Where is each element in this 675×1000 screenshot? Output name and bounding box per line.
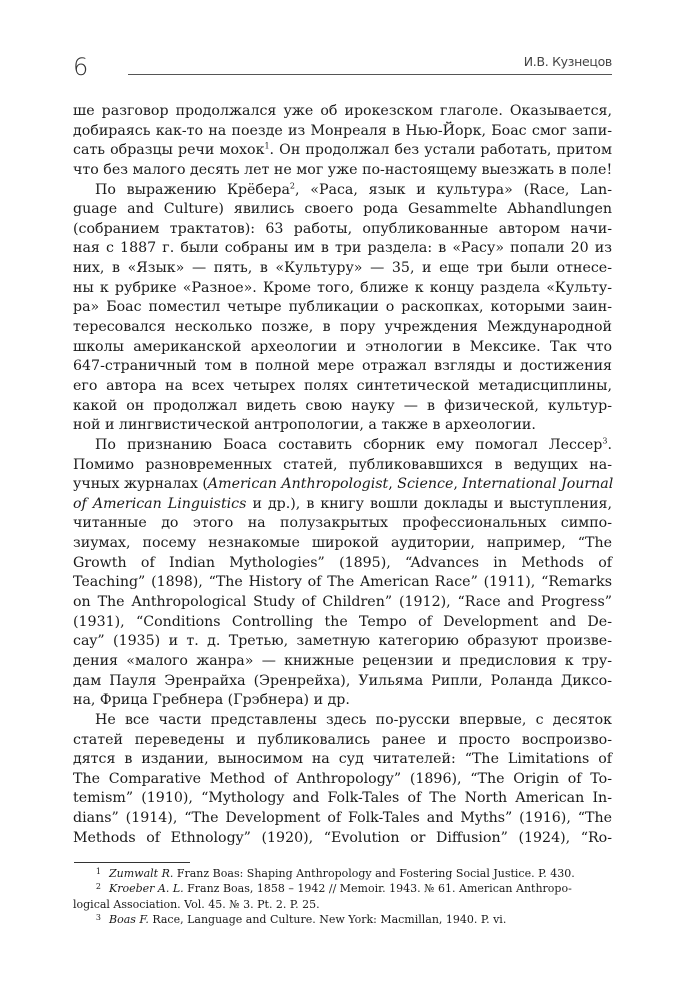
line-text: на, Фрица Гребнера (Грэбнера) и др.	[73, 692, 350, 709]
footnotes	[73, 866, 612, 927]
line-text: учных журналах (	[73, 476, 208, 493]
line-text: Teaching” (1898), “The History of The American Race” (1911), “Remarks	[73, 574, 612, 591]
line-text: 647-страничный том в полной мере отражал взгляды и достижения	[73, 358, 612, 375]
line-text: читанные до этого на полузакрытых профессиональных симпо-	[73, 515, 612, 532]
text-line	[73, 397, 612, 417]
line-text: ная с 1887 г. были собраны им в три раздела: в «Расу» попали 20 из	[73, 240, 612, 257]
line-text: дятся в издании, выносимом на суд читателей: “The Limitations of	[73, 751, 612, 768]
journal-title: American Anthropologist	[207, 476, 389, 493]
line-text: ра» Боас поместил четыре публикации о раскопках, которыми заин-	[73, 299, 612, 316]
text-line	[73, 691, 612, 711]
text-line	[73, 652, 612, 672]
line-text: cay” (1935) и т. д. Третью, заметную категорию образуют произве-	[73, 633, 612, 650]
journal-title: of American Linguistics	[73, 495, 247, 512]
line-text: школы американской археологии и этнологии в Мексике. Так что	[73, 338, 612, 355]
footnote-text: Race, Language and Culture. New York: Macmillan, 1940. P. vi.	[148, 912, 507, 926]
text-line	[73, 731, 612, 751]
text-line	[73, 672, 612, 692]
footnote-text: Franz Boas, 1858 – 1942 // Memoir. 1943. № 61. American Anthropo-	[183, 882, 572, 896]
line-text: .	[607, 436, 612, 453]
text-line	[73, 239, 612, 259]
body-text	[73, 102, 612, 848]
line-text: . Он продолжал без устали работать, притом	[269, 142, 612, 159]
text-line	[73, 416, 612, 436]
text-line	[73, 534, 612, 554]
line-text: какой он продолжал видеть свою науку — в физической, культур-	[73, 397, 612, 414]
line-text: них, в «Язык» — пять, в «Культуру» — 35, и еще три были отнесе-	[73, 260, 612, 277]
line-text: и др.), в книгу вошли доклады и выступления,	[246, 495, 612, 512]
line-text: Growth of Indian Mythologies” (1895), “Advances in Methods of	[73, 554, 612, 571]
line-text: ,	[453, 476, 463, 493]
line-text: Не все части представлены здесь по-русски впервые, с десяток	[95, 711, 612, 728]
text-line	[73, 259, 612, 279]
text-line	[73, 102, 612, 122]
line-text: что без малого десять лет не мог уже по-настоящему выезжать в поле!	[73, 161, 613, 178]
footnote-text: Franz Boas: Shaping Anthropology and Fostering Social Justice. P. 430.	[173, 867, 575, 880]
text-line	[73, 495, 612, 515]
text-line	[73, 573, 612, 593]
line-text: дам Пауля Эренрайха (Эренрейха), Уильяма Рипли, Роланда Диксо-	[73, 672, 612, 689]
footnote-ref: 3	[602, 436, 608, 446]
footnote-author: Kroeber A. L.	[109, 882, 184, 896]
line-text: Помимо разновременных статей, публиковавшихся в ведущих на-	[73, 456, 612, 473]
line-text: ны к рубрике «Разное». Кроме того, ближе к концу раздела «Культу-	[73, 279, 612, 296]
footnote	[73, 866, 612, 881]
footnote-ref: 1	[264, 141, 270, 151]
text-line	[73, 789, 612, 809]
footnote-text: logical Association. Vol. 45. № 3. Pt. 2. P. 25.	[73, 897, 320, 911]
text-line	[73, 141, 612, 161]
text-line	[73, 514, 612, 534]
footnote-continuation	[73, 897, 612, 912]
footnote-separator	[74, 862, 190, 863]
text-line	[73, 593, 612, 613]
line-text: зиумах, посему незнакомые широкой аудитории, например, “The	[73, 535, 612, 552]
text-line	[73, 357, 612, 377]
line-text: temism” (1910), “Mythology and Folk-Tales of The North American In-	[73, 790, 612, 807]
text-line	[73, 436, 612, 456]
line-text: The Comparative Method of Anthropology” (1896), “The Origin of To-	[73, 770, 612, 787]
line-text: ной и лингвистической антропологии, а также в археологии.	[73, 417, 536, 434]
line-text: guage and Culture) явились своего рода Gesammelte Abhandlungen	[73, 201, 612, 218]
page-number: 6	[73, 53, 89, 81]
line-text: добираясь как-то на поезде из Монреаля в Нью-Йорк, Боас смог запи-	[73, 122, 612, 139]
text-line	[73, 298, 612, 318]
line-text: тересовался несколько позже, в пору учреждения Международной	[73, 319, 612, 336]
text-line	[73, 711, 612, 731]
footnote-number: 3	[95, 912, 101, 922]
text-line	[73, 770, 612, 790]
text-line	[73, 632, 612, 652]
line-text: его автора на всех четырех полях синтетической метадисциплины,	[73, 377, 612, 394]
line-text: Methods of Ethnology” (1920), “Evolution or Diffusion” (1924), “Ro-	[73, 829, 612, 846]
journal-title: Science	[397, 476, 454, 493]
footnote	[73, 881, 612, 896]
text-line	[73, 750, 612, 770]
text-line	[73, 220, 612, 240]
text-line	[73, 338, 612, 358]
text-line	[73, 377, 612, 397]
text-line	[73, 200, 612, 220]
text-line	[73, 181, 612, 201]
footnote-number: 1	[95, 867, 101, 876]
text-line	[73, 161, 612, 181]
footnote-author: Boas F.	[109, 912, 149, 926]
text-line	[73, 809, 612, 829]
running-head-author: И.В. Кузнецов	[523, 54, 612, 69]
footnote-author: Zumwalt R.	[109, 867, 174, 880]
line-text: on The Anthropological Study of Children” (1912), “Race and Progress”	[73, 594, 612, 611]
journal-title: International Journal	[462, 476, 614, 493]
text-line	[73, 318, 612, 338]
line-text: (1931), “Conditions Controlling the Tempo of Development and De-	[73, 613, 612, 630]
running-head	[73, 52, 612, 82]
text-line	[73, 279, 612, 299]
line-text: статей переведены и публиковались ранее и просто воспроизво-	[73, 731, 612, 748]
text-line	[73, 613, 612, 633]
line-text: По выражению Крёбера	[95, 181, 290, 198]
line-text: , «Раса, язык и культура» (Race, Lan-	[295, 181, 612, 198]
text-line	[73, 122, 612, 142]
footnote	[73, 912, 612, 927]
footnote-number: 2	[95, 882, 101, 892]
header-rule	[128, 74, 612, 75]
line-text: dians” (1914), “The Development of Folk-Tales and Myths” (1916), “The	[73, 810, 612, 827]
line-text: сать образцы речи мохок	[73, 142, 265, 159]
text-line	[73, 829, 612, 849]
line-text: По признанию Боаса составить сборник ему помогал Лессер	[95, 436, 603, 453]
line-text: ше разговор продолжался уже об ирокезском глаголе. Оказывается,	[73, 103, 612, 119]
text-line	[73, 456, 612, 476]
text-line	[73, 554, 612, 574]
footnote-ref: 2	[289, 180, 295, 190]
line-text: (собранием трактатов): 63 работы, опубликованные автором начи-	[73, 220, 612, 237]
line-text: ,	[388, 476, 398, 493]
line-text: дения «малого жанра» — книжные рецензии и предисловия к тру-	[73, 652, 612, 669]
text-line	[73, 475, 612, 495]
